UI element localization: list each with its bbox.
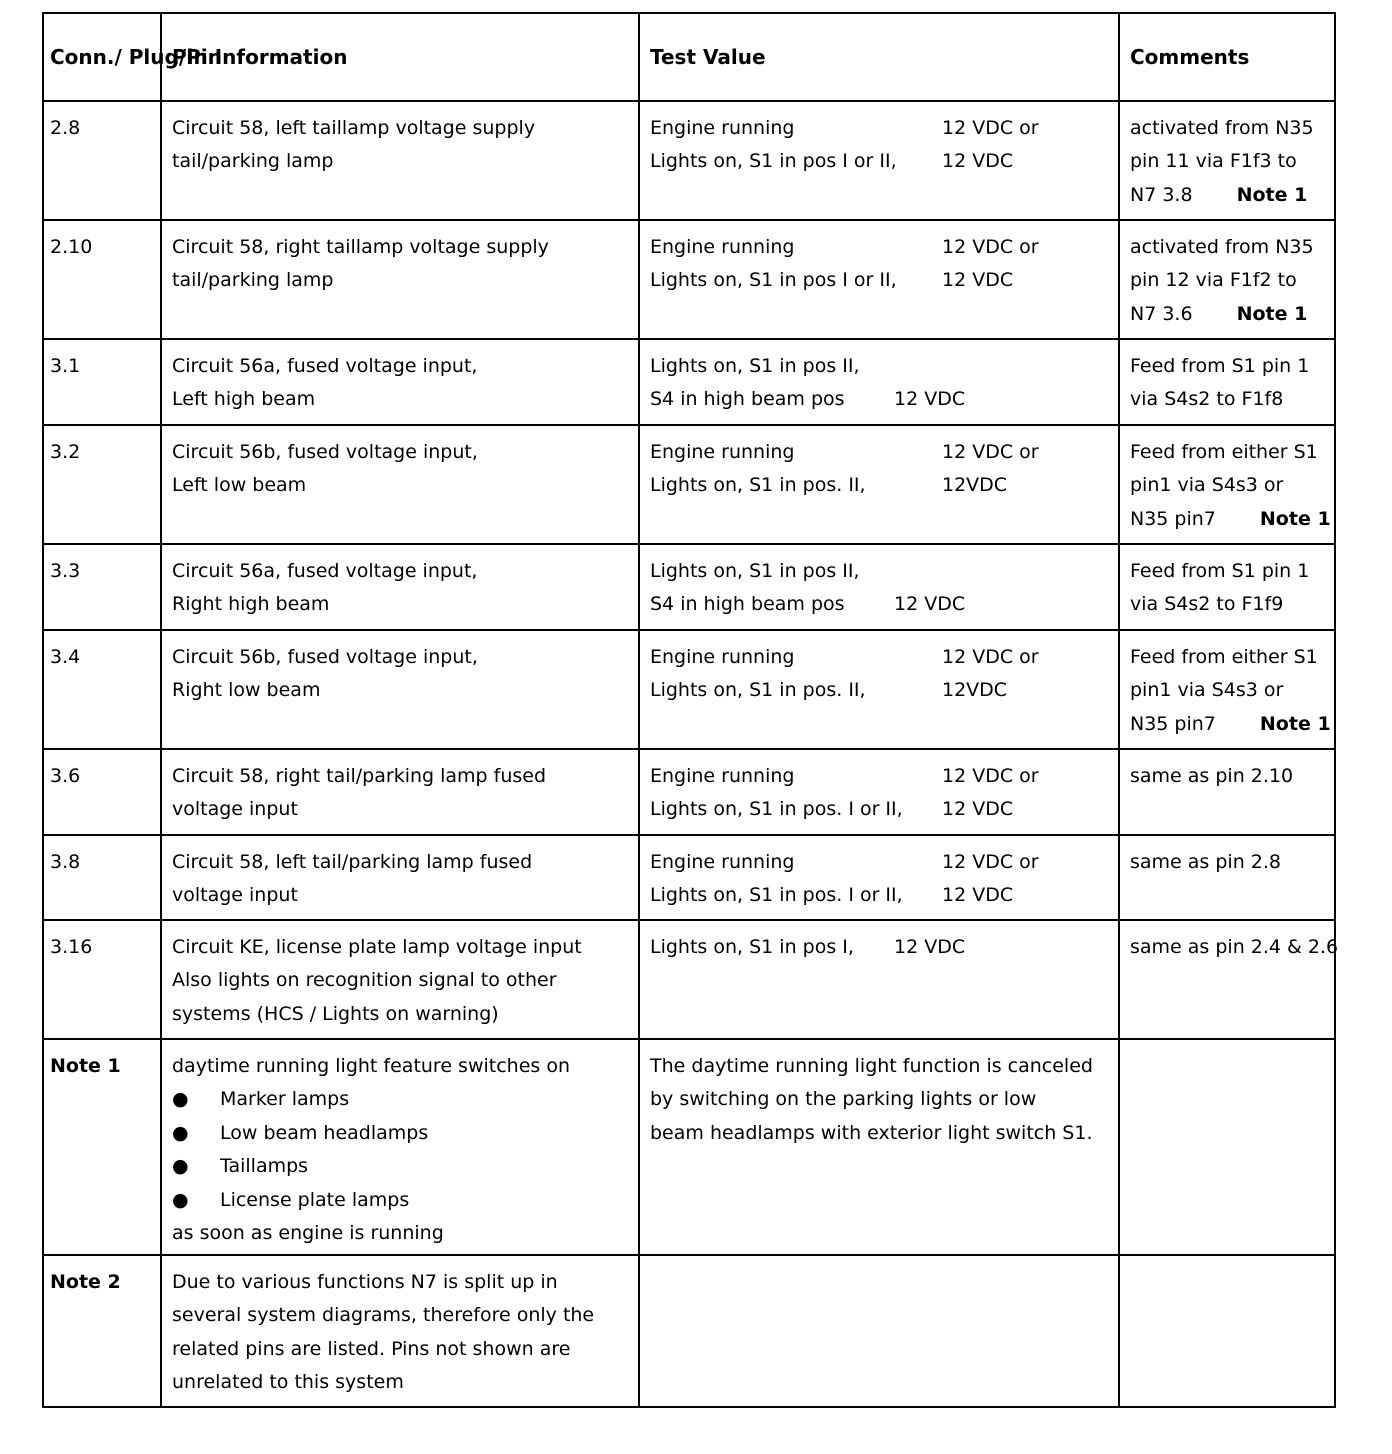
test-voltage: 12VDC [942, 679, 1008, 702]
note1-intro: daytime running light feature switches on [172, 1055, 571, 1077]
test-value-line [650, 931, 1110, 964]
comment-ref: N7 3.8 [1130, 183, 1193, 206]
pin-number: 3.3 [50, 560, 81, 582]
bullet-icon: ● [172, 1188, 189, 1211]
comments-cell [1118, 221, 1334, 338]
bullet-text: Low beam headlamps [220, 1121, 429, 1144]
pin-info-line: Circuit 58, left taillamp voltage supply [172, 117, 536, 139]
note2-test-cell [638, 1256, 1118, 1406]
bullet-item [172, 1184, 630, 1217]
pin-info-cell [160, 340, 638, 424]
pin-info-cell [160, 102, 638, 219]
comment-line: pin 11 via F1f3 to [1130, 150, 1297, 173]
pin-number: 3.8 [50, 851, 81, 873]
pin-info-line: Circuit 58, right tail/parking lamp fused [172, 765, 547, 787]
test-value-cell [638, 836, 1118, 919]
test-value-line [650, 264, 1110, 297]
table-row [44, 629, 1334, 748]
comment-line: same as pin 2.10 [1130, 765, 1294, 787]
test-value-cell [638, 340, 1118, 424]
test-condition: Lights on, S1 in pos II, [650, 355, 860, 377]
pin-info-line: tail/parking lamp [172, 150, 334, 173]
pin-info-line: Circuit 58, right taillamp voltage supply [172, 236, 549, 258]
pin-info-line: Circuit KE, license plate lamp voltage input [172, 936, 582, 958]
note1-comments-cell [1118, 1040, 1334, 1254]
pin-info-line: Left low beam [172, 474, 307, 497]
test-condition: Lights on, S1 in pos. I or II, [650, 798, 903, 821]
note2-label-cell [44, 1256, 160, 1406]
bullet-text: License plate lamps [220, 1188, 410, 1211]
test-condition: Engine running [650, 117, 795, 139]
note2-line: Due to various functions N7 is split up in [172, 1271, 558, 1293]
test-condition: Lights on, S1 in pos. II, [650, 679, 866, 702]
test-value-line [650, 879, 1110, 912]
pin-info-line: Right low beam [172, 679, 321, 702]
note-ref: Note 1 [1236, 302, 1308, 325]
pin-cell [44, 340, 160, 424]
table-row [44, 748, 1334, 834]
pin-number: 2.10 [50, 236, 93, 258]
test-condition: Engine running [650, 851, 795, 873]
comment-line [1130, 298, 1326, 331]
pin-number: 3.4 [50, 646, 81, 668]
test-condition: Engine running [650, 646, 795, 668]
test-voltage: 12 VDC [894, 388, 966, 411]
test-value-line [650, 231, 1110, 264]
header-conn: Conn./ Plug/Pin [50, 44, 222, 69]
comments-cell [1118, 340, 1334, 424]
pin-cell [44, 836, 160, 919]
test-voltage: 12 VDC [894, 593, 966, 616]
pin-info-line: Left high beam [172, 388, 316, 411]
note-ref: Note 1 [1259, 712, 1331, 735]
test-voltage: 12 VDC [942, 798, 1014, 821]
comments-cell [1118, 426, 1334, 543]
note1-row [44, 1038, 1334, 1254]
comment-line: Feed from either S1 [1130, 441, 1318, 463]
comment-line [1130, 708, 1331, 741]
pin-info-cell [160, 545, 638, 629]
test-value-line [650, 383, 1110, 416]
test-value-line [650, 588, 1110, 621]
test-value-line [650, 145, 1110, 178]
comment-ref: N35 pin7 [1130, 712, 1216, 735]
note2-row [44, 1254, 1334, 1406]
comment-line: same as pin 2.4 & 2.6 [1130, 936, 1339, 958]
bullet-item [172, 1150, 630, 1183]
pin-info-line: voltage input [172, 798, 298, 821]
comment-line: activated from N35 [1130, 236, 1314, 258]
table-row [44, 543, 1334, 629]
test-value-line [650, 112, 1110, 145]
test-value-cell [638, 426, 1118, 543]
test-value-line [650, 793, 1110, 826]
table-header [44, 14, 1334, 100]
test-value-line [650, 760, 1110, 793]
comment-line: via S4s2 to F1f9 [1130, 593, 1284, 616]
table-row [44, 219, 1334, 338]
header-pin-info: Pin Information [160, 14, 638, 100]
bullet-icon: ● [172, 1155, 189, 1178]
test-condition: Lights on, S1 in pos. II, [650, 474, 866, 497]
test-value-line [650, 846, 1110, 879]
pin-info-line: voltage input [172, 884, 298, 907]
test-voltage: 12 VDC [942, 150, 1014, 173]
pin-cell [44, 102, 160, 219]
test-value-cell [638, 750, 1118, 834]
test-value-line [650, 436, 1110, 469]
test-voltage: 12 VDC or [942, 765, 1039, 787]
note1-info-cell [160, 1040, 638, 1254]
pin-info-line: Circuit 58, left tail/parking lamp fused [172, 851, 533, 873]
comment-line: pin 12 via F1f2 to [1130, 269, 1297, 292]
note1-label-cell [44, 1040, 160, 1254]
test-voltage: 12 VDC or [942, 851, 1039, 873]
note2-label: Note 2 [50, 1271, 121, 1293]
comments-cell [1118, 921, 1339, 1038]
pin-info-line: Circuit 56a, fused voltage input, [172, 355, 478, 377]
pin-info-line: Circuit 56b, fused voltage input, [172, 441, 478, 463]
pin-cell [44, 545, 160, 629]
bullet-icon: ● [172, 1121, 189, 1144]
pin-info-cell [160, 426, 638, 543]
pin-info-cell [160, 221, 638, 338]
header-comments: Comments [1118, 14, 1334, 100]
table-row [44, 100, 1334, 219]
pin-info-cell [160, 750, 638, 834]
pin-table [42, 12, 1339, 1408]
pin-cell [44, 750, 160, 834]
pin-cell [44, 921, 160, 1038]
comment-line: Feed from either S1 [1130, 646, 1318, 668]
note1-label: Note 1 [50, 1055, 121, 1077]
comment-line: activated from N35 [1130, 117, 1314, 139]
comment-ref: N35 pin7 [1130, 507, 1216, 530]
comments-cell [1118, 836, 1334, 919]
table-row [44, 919, 1339, 1038]
note2-line: related pins are listed. Pins not shown are [172, 1337, 571, 1360]
pin-info-cell [160, 836, 638, 919]
bullet-item [172, 1083, 630, 1116]
comment-line [1130, 503, 1331, 536]
test-voltage: 12 VDC or [942, 117, 1039, 139]
note1-test-line: by switching on the parking lights or low [650, 1088, 1037, 1111]
test-value-line [650, 641, 1110, 674]
note1-test-cell [638, 1040, 1118, 1254]
test-condition: Lights on, S1 in pos II, [650, 560, 860, 582]
comments-cell [1118, 102, 1334, 219]
test-voltage: 12 VDC [942, 269, 1014, 292]
note2-line: unrelated to this system [172, 1371, 404, 1394]
pin-info-line: Circuit 56a, fused voltage input, [172, 560, 478, 582]
test-condition: Engine running [650, 765, 795, 787]
pin-number: 3.1 [50, 355, 81, 377]
comment-line: via S4s2 to F1f8 [1130, 388, 1284, 411]
note2-info-cell [160, 1256, 638, 1406]
comment-ref: N7 3.6 [1130, 302, 1193, 325]
comments-cell [1118, 631, 1334, 748]
test-voltage: 12 VDC [942, 884, 1014, 907]
bullet-item [172, 1117, 630, 1150]
bullet-icon: ● [172, 1088, 189, 1111]
note1-test-line: beam headlamps with exterior light switch S1. [650, 1121, 1093, 1144]
pin-number: 3.6 [50, 765, 81, 787]
test-condition: S4 in high beam pos [650, 388, 845, 411]
comment-line: pin1 via S4s3 or [1130, 679, 1284, 702]
pin-info-line: Right high beam [172, 593, 330, 616]
pin-info-cell [160, 631, 638, 748]
test-voltage: 12 VDC or [942, 646, 1039, 668]
test-value-cell [638, 221, 1118, 338]
header-test-value: Test Value [638, 14, 1118, 100]
comment-line: Feed from S1 pin 1 [1130, 560, 1310, 582]
test-value-cell [638, 102, 1118, 219]
test-condition: S4 in high beam pos [650, 593, 845, 616]
table-row [44, 424, 1334, 543]
pin-info-line: systems (HCS / Lights on warning) [172, 1002, 499, 1025]
pin-number: 2.8 [50, 117, 81, 139]
pin-info-cell [160, 921, 638, 1038]
test-condition: Lights on, S1 in pos I, [650, 936, 854, 958]
comment-line: same as pin 2.8 [1130, 851, 1281, 873]
pin-info-line: Also lights on recognition signal to other [172, 969, 557, 992]
test-value-cell [638, 545, 1118, 629]
note1-test-line: The daytime running light function is canceled [650, 1055, 1093, 1077]
test-voltage: 12 VDC or [942, 236, 1039, 258]
bullet-text: Taillamps [220, 1155, 309, 1178]
pin-number: 3.16 [50, 936, 93, 958]
note1-outro: as soon as engine is running [172, 1221, 444, 1244]
table-row [44, 338, 1334, 424]
note-ref: Note 1 [1236, 183, 1308, 206]
pin-info-line: tail/parking lamp [172, 269, 334, 292]
test-condition: Lights on, S1 in pos I or II, [650, 269, 897, 292]
test-value-cell [638, 921, 1118, 1038]
test-value-line [650, 674, 1110, 707]
pin-cell [44, 221, 160, 338]
pin-info-line: Circuit 56b, fused voltage input, [172, 646, 478, 668]
comments-cell [1118, 545, 1334, 629]
test-voltage: 12 VDC or [942, 441, 1039, 463]
pin-number: 3.2 [50, 441, 81, 463]
test-voltage: 12VDC [942, 474, 1008, 497]
test-condition: Engine running [650, 441, 795, 463]
bullet-text: Marker lamps [220, 1088, 350, 1111]
comment-line: Feed from S1 pin 1 [1130, 355, 1310, 377]
test-condition: Lights on, S1 in pos. I or II, [650, 884, 903, 907]
test-condition: Engine running [650, 236, 795, 258]
pin-cell [44, 631, 160, 748]
test-value-cell [638, 631, 1118, 748]
note2-line: several system diagrams, therefore only the [172, 1304, 595, 1327]
pin-cell [44, 426, 160, 543]
comment-line: pin1 via S4s3 or [1130, 474, 1284, 497]
table-row [44, 834, 1334, 919]
test-value-line [650, 469, 1110, 502]
note2-comments-cell [1118, 1256, 1334, 1406]
comments-cell [1118, 750, 1334, 834]
test-voltage: 12 VDC [894, 936, 966, 958]
comment-line [1130, 179, 1326, 212]
note-ref: Note 1 [1259, 507, 1331, 530]
test-condition: Lights on, S1 in pos I or II, [650, 150, 897, 173]
